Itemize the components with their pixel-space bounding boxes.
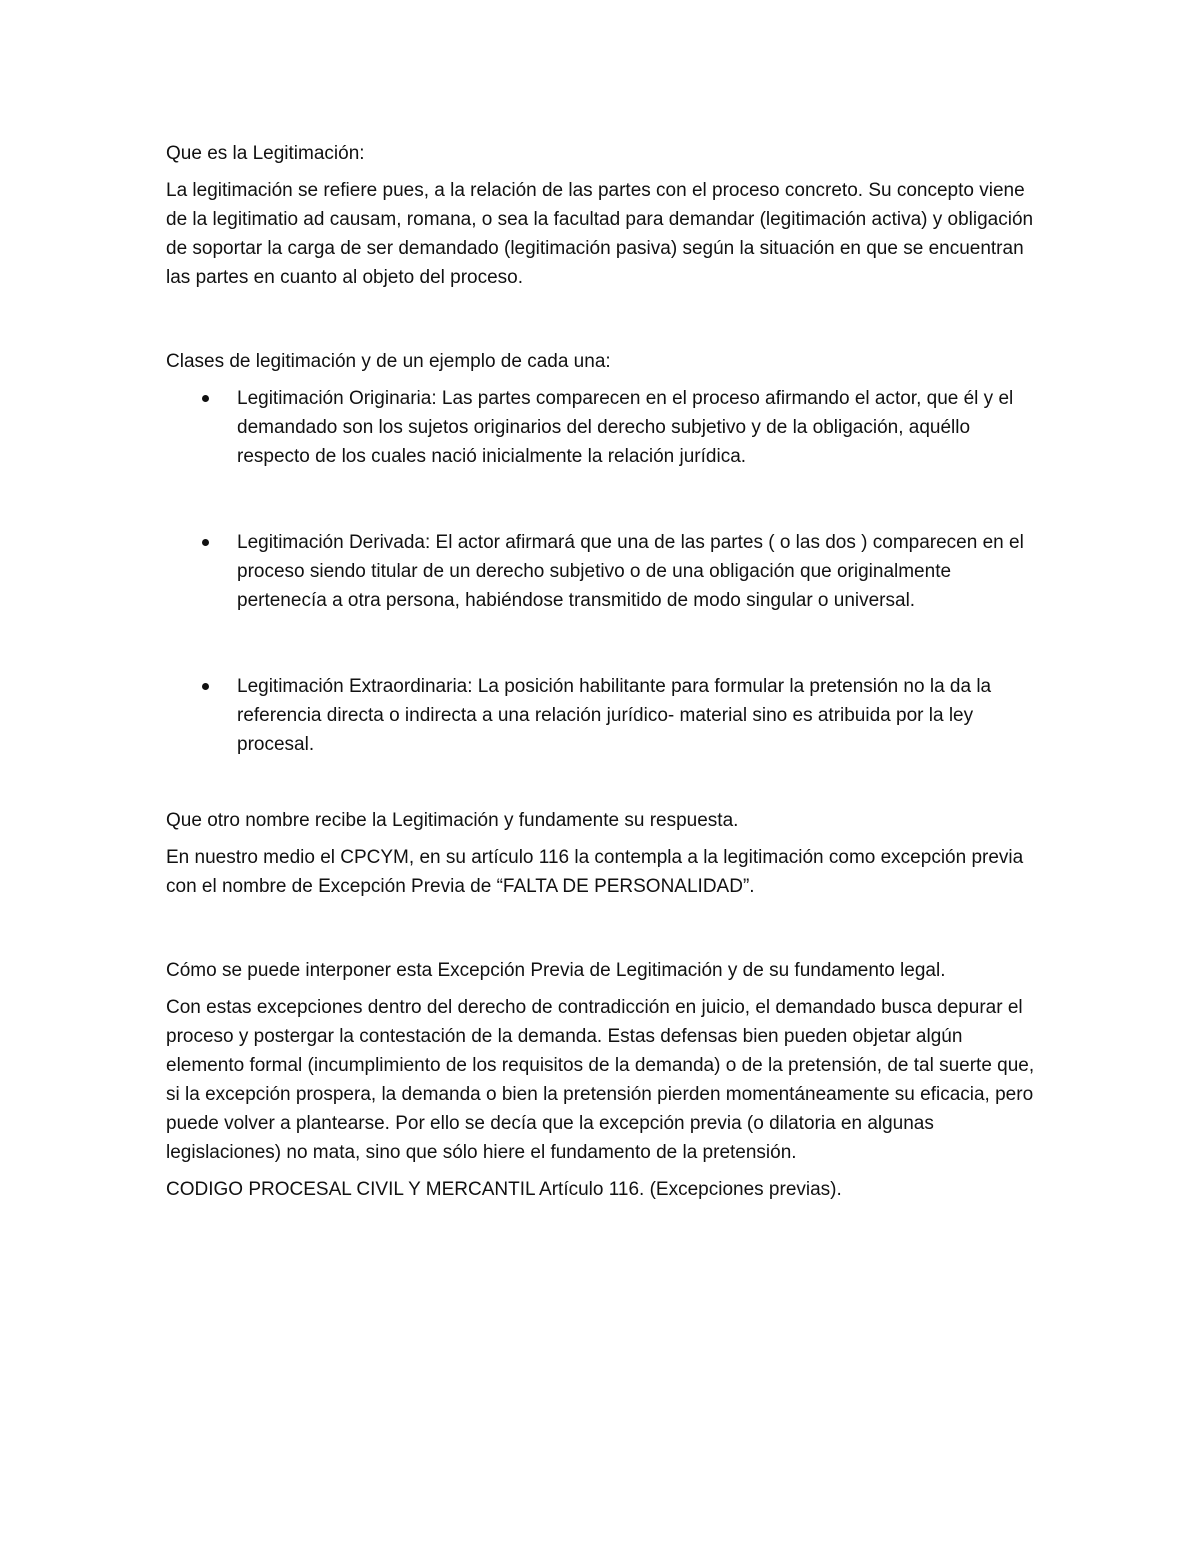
- list-item-text: Legitimación Derivada: El actor afirmará que una de las partes ( o las dos ) comparecen en el proceso siendo titular de un derecho subjetivo o de una obligación que originalmente pertenecía a otra persona, habiéndose transmitido de modo singular o universal.: [237, 532, 1024, 611]
- question-heading-clases: Clases de legitimación y de un ejemplo de cada una:: [166, 351, 611, 372]
- question-heading-legitimacion: Que es la Legitimación:: [166, 143, 365, 164]
- legal-reference: CODIGO PROCESAL CIVIL Y MERCANTIL Artículo 116. (Excepciones previas).: [166, 1179, 842, 1200]
- list-item: [166, 384, 1036, 471]
- bullet-icon: [202, 683, 209, 690]
- answer-paragraph-otro-nombre: En nuestro medio el CPCYM, en su artículo 116 la contempla a la legitimación como excepción previa con el nombre de Excepción Previa de “FALTA DE PERSONALIDAD”.: [166, 847, 1024, 897]
- document-body: [166, 139, 1036, 1204]
- list-item-text: Legitimación Extraordinaria: La posición habilitante para formular la pretensión no la da la referencia directa o indirecta a una relación jurídico- material sino es atribuida por la ley procesal.: [237, 676, 992, 755]
- list-item: [166, 672, 1036, 759]
- list-item: [166, 528, 1036, 615]
- bullet-icon: [202, 395, 209, 402]
- answer-paragraph-interponer: Con estas excepciones dentro del derecho de contradicción en juicio, el demandado busca depurar el proceso y postergar la contestación de la demanda. Estas defensas bien pueden objetar algún elemento formal (incumplimiento de los requisitos de la demanda) o de la pretensión, de tal suerte que, si la excepción prospera, la demanda o bien la pretensión pierden momentáneamente su eficacia, pero puede volver a plantearse. Por ello se decía que la excepción previa (o dilatoria en algunas legislaciones) no mata, sino que sólo hiere el fundamento de la pretensión.: [166, 997, 1035, 1163]
- bullet-icon: [202, 539, 209, 546]
- classes-list: [166, 384, 1036, 759]
- list-item-text: Legitimación Originaria: Las partes comparecen en el proceso afirmando el actor, que él y el demandado son los sujetos originarios del derecho subjetivo y de la obligación, aquéllo respecto de los cuales nació inicialmente la relación jurídica.: [237, 388, 1014, 467]
- answer-paragraph-legitimacion: La legitimación se refiere pues, a la relación de las partes con el proceso concreto. Su concepto viene de la legitimatio ad causam, romana, o sea la facultad para demandar (legitimación activa) y obligación de soportar la carga de ser demandado (legitimación pasiva) según la situación en que se encuentran las partes en cuanto al objeto del proceso.: [166, 180, 1034, 288]
- question-heading-interponer: Cómo se puede interponer esta Excepción Previa de Legitimación y de su fundamento legal.: [166, 960, 946, 981]
- question-heading-otro-nombre: Que otro nombre recibe la Legitimación y fundamente su respuesta.: [166, 810, 739, 831]
